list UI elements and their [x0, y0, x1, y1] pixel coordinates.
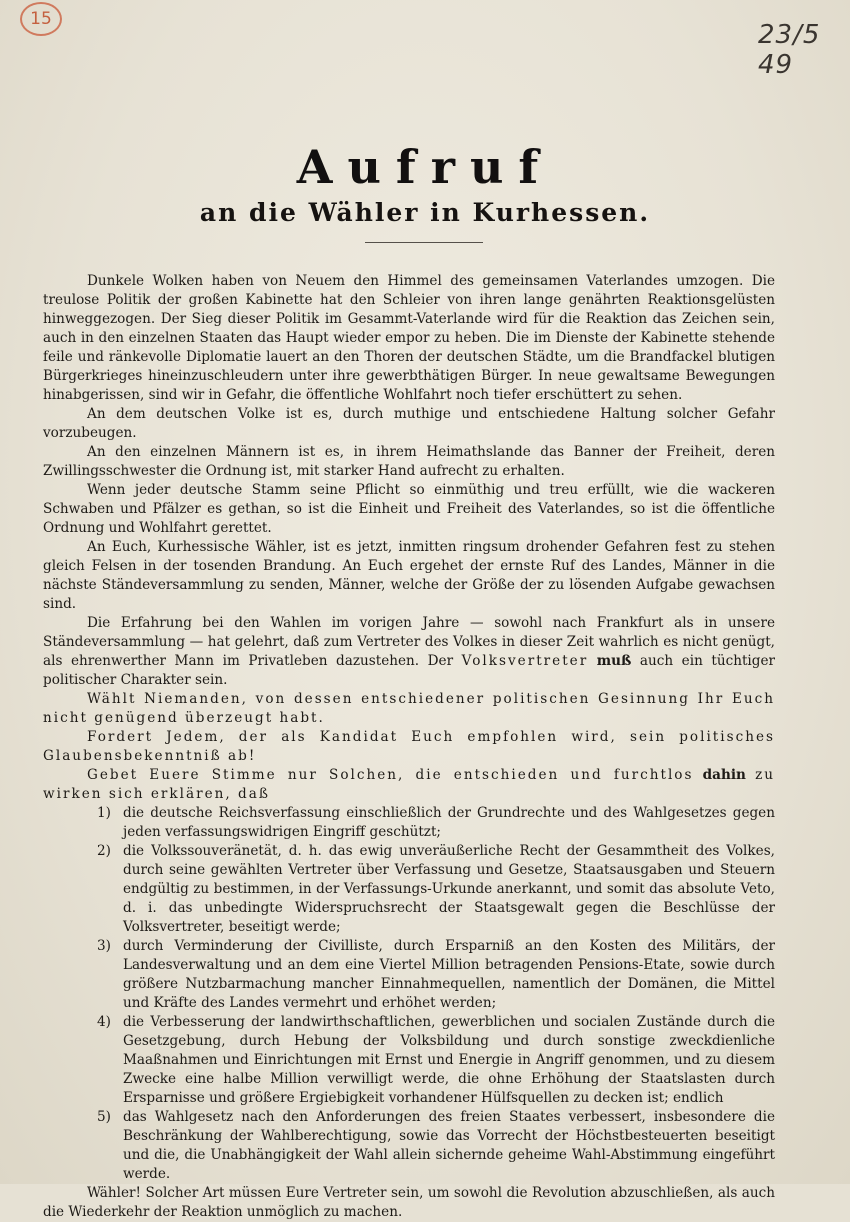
list-item-text: die Verbesserung der landwirthschaftlichen, gewerblichen und socialen Zustände durch die Gesetzgebung, durch Hebung der Volksbildung und durch sonstige zweckdienliche Maaßnahmen und Einrichtungen mit Ernst und Energie in Angriff genommen, und zu diesem Zwecke eine halbe Million verwilligt werde, die ohne Erhöhung der Staatslasten durch Ersparnisse und größere Ergiebigkeit vorhandener Hülfsquellen zu decken ist; endlich — [123, 1014, 775, 1106]
list-item-number: 1) — [97, 805, 111, 821]
document-title: Aufruf — [296, 140, 554, 194]
list-item-number: 2) — [97, 843, 111, 859]
list-item-text: die deutsche Reichsverfassung einschließlich der Grundrechte und des Wahlgesetzes gegen jeden verfassungswidrigen Eingriff geschützt; — [123, 805, 775, 840]
paragraph-4: Wenn jeder deutsche Stamm seine Pflicht so einmüthig und treu erfüllt, wie die wackeren Schwaben und Pfälzer es gethan, so ist die Einheit und Freiheit des Vaterlandes, so ist die öffentliche Ordnung und Wohlfahrt gerettet. — [43, 482, 775, 536]
vote-text: Gebet Euere Stimme nur Solchen, die entschieden und furchtlos — [87, 767, 694, 783]
list-item-number: 4) — [97, 1014, 111, 1030]
document-subtitle: an die Wähler in Kurhessen. — [199, 198, 651, 227]
list-item — [43, 804, 775, 842]
list-item — [43, 937, 775, 1013]
demand-1: Wählt Niemanden, von dessen entschiedener politischen Gesinnung Ihr Euch nicht genügend überzeugt habt. — [43, 691, 775, 726]
paragraph-2: An dem deutschen Volke ist es, durch muthige und entschiedene Haltung solcher Gefahr vorzubeugen. — [43, 406, 775, 441]
title-divider — [365, 242, 483, 243]
list-item-number: 3) — [97, 938, 111, 954]
paragraph-3: An den einzelnen Männern ist es, in ihrem Heimathslande das Banner der Freiheit, deren Zwillingsschwester die Ordnung ist, mit starker Hand aufrecht zu erhalten. — [43, 444, 775, 479]
document-body — [43, 272, 775, 1222]
handwritten-archive-mark: 23/5 49 — [758, 20, 821, 80]
corner-number-text: 15 — [30, 9, 52, 29]
paragraph-1: Dunkele Wolken haben von Neuem den Himmel des gemeinsamen Vaterlandes umzogen. Die treulose Politik der großen Kabinette hat den Schleier von ihren lange genährten Reaktionsgelüsten hinweggezogen. Der Sieg dieser Politik im Gesammt-Vaterlande wird für die Reaktion das Zeichen sein, auch in den einzelnen Staaten das Haupt wieder empor zu heben. Die im Dienste der Kabinette stehende feile und ränkevolle Diplomatie lauert an den Thoren der deutschen Städte, um die Brandfackel blutigen Bürgerkrieges hineinzuschleudern unter ihre gewerbthätigen Bürger. In neue gewaltsame Bewegungen hinabgerissen, sind wir in Gefahr, die öffentliche Wohlfahrt noch tiefer erschüttert zu sehen. — [43, 273, 775, 403]
paragraph-5: An Euch, Kurhessische Wähler, ist es jetzt, inmitten ringsum drohender Gefahren fest zu stehen gleich Felsen in der tosenden Brandung. An Euch ergehet der ernste Ruf des Landes, Männer in die nächste Ständeversammlung zu senden, Männer, welche der Größe der zu lösenden Aufgabe gewachsen sind. — [43, 539, 775, 612]
list-item — [43, 1108, 775, 1184]
list-item-text: das Wahlgesetz nach den Anforderungen des freien Staates verbessert, insbesondere die Beschränkung der Wahlberechtigung, sowie das Vorrecht der Höchstbesteuerten beseitigt und die, die Unabhängigkeit der Wahl allein sichernde geheime Wahl-Abstimmung eingeführt werde. — [123, 1109, 775, 1182]
list-item — [43, 842, 775, 937]
experience-text: Die Erfahrung bei den Wahlen im vorigen Jahre — sowohl nach Frankfurt als in unsere Ständeversammlung — hat gelehrt, daß zum Vertreter des Volkes in dieser Zeit wahrlich es nicht genügt, als ehrenwerther Mann im Privatleben dazustehen. Der — [43, 615, 775, 669]
list-item-number: 5) — [97, 1109, 111, 1125]
vote-text-end: zu wirken sich erklären, daß — [43, 767, 775, 802]
experience-bold: muß — [596, 653, 632, 669]
closing-paragraph: Wähler! Solcher Art müssen Eure Vertreter sein, um sowohl die Revolution abzuschließen, als auch die Wiederkehr der Reaktion unmöglich zu machen. — [43, 1185, 775, 1220]
handwritten-circled-number — [20, 2, 62, 36]
list-item-text: durch Verminderung der Civilliste, durch Ersparniß an den Kosten des Militärs, der Landesverwaltung und an dem eine Viertel Million betragenden Pensions-Etate, sowie durch größere Nutzbarmachung mancher Einnahmequellen, namentlich der Domänen, die Mittel und Kräfte des Landes vermehrt und erhöhet werden; — [123, 938, 775, 1011]
experience-spaced: Volksvertreter — [461, 653, 589, 669]
vote-bold: dahin — [702, 767, 746, 783]
paragraph-experience — [43, 614, 775, 690]
list-item-text: die Volkssouveränetät, d. h. das ewig unveräußerliche Recht der Gesammtheit des Volkes, durch seine gewählten Vertreter über Verfassung und Gesetze, Staatsausgaben und Steuern endgültig zu bestimmen, in der Verfassungs-Urkunde anerkannt, und somit das absolute Veto, d. i. das unbedingte Widerspruchsrecht der Staatsgewalt gegen die Beschlüsse der Volksvertreter, beseitigt werde; — [123, 843, 775, 935]
paragraph-vote — [43, 766, 775, 804]
experience-text-end: auch ein tüchtiger politischer Charakter sein. — [43, 653, 776, 688]
list-item — [43, 1013, 775, 1108]
demand-2: Fordert Jedem, der als Kandidat Euch empfohlen wird, sein politisches Glaubensbekenntniß ab! — [43, 729, 775, 764]
